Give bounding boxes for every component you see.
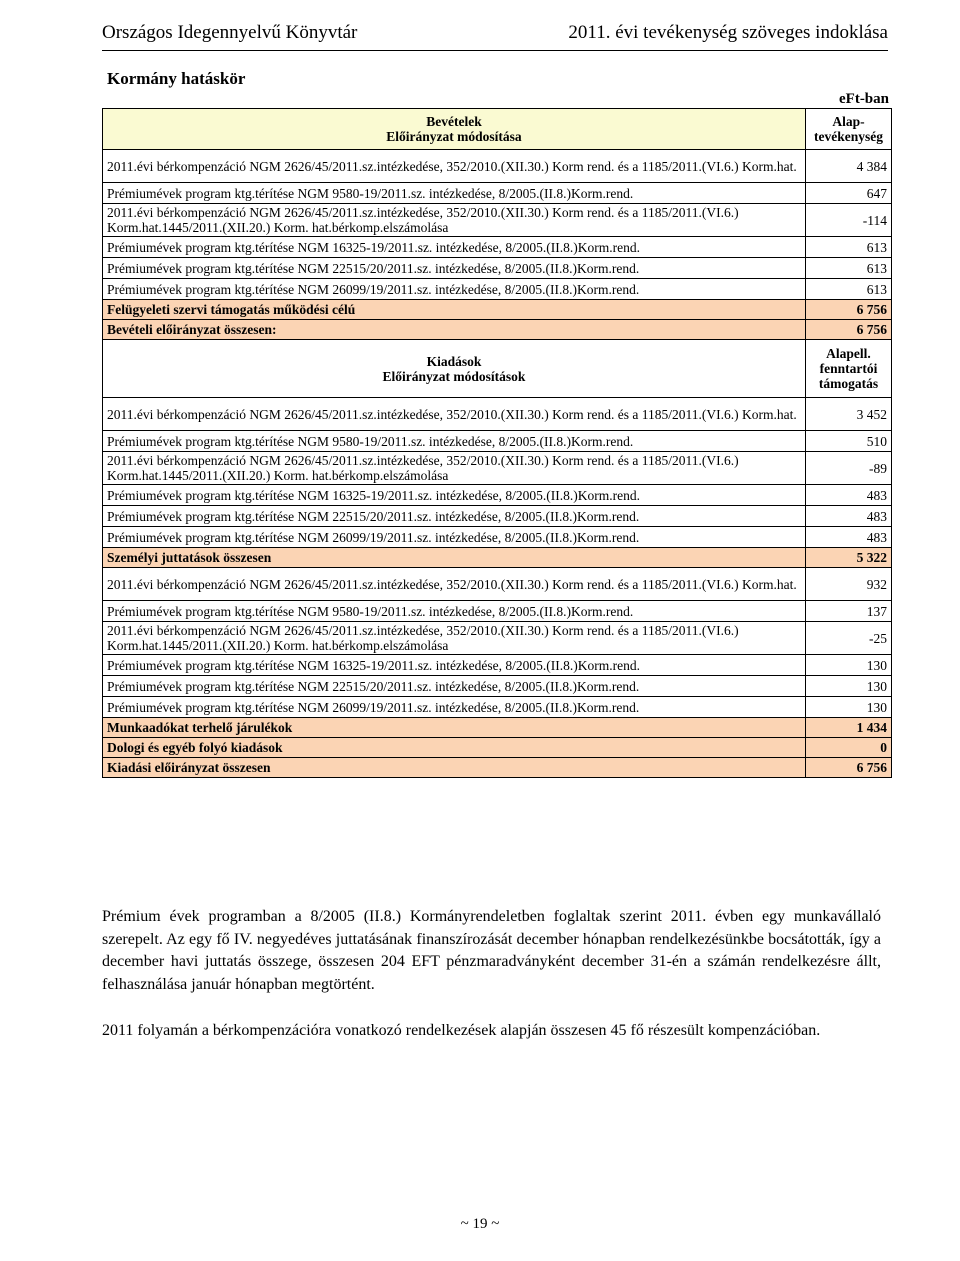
row-value: 130 — [806, 697, 892, 718]
table-row — [103, 506, 892, 527]
row-value: 483 — [806, 485, 892, 506]
table-row — [103, 237, 892, 258]
unit-label: eFt-ban — [839, 91, 889, 107]
table-row — [103, 279, 892, 300]
table-row — [103, 204, 892, 237]
table-row — [103, 622, 892, 655]
row-text: 2011.évi bérkompenzáció NGM 2626/45/2011.sz.intézkedése, 352/2010.(XII.30.) Korm rend. és a 1185/2011.(VI.6.) Korm.hat. — [103, 398, 806, 431]
expense-col-header-line2: fenntartói — [819, 361, 878, 376]
income-header-row — [103, 109, 892, 150]
other-expenses-row — [103, 738, 892, 758]
other-expenses-value: 0 — [806, 738, 892, 758]
support-subtotal-value: 6 756 — [806, 300, 892, 320]
table-row — [103, 150, 892, 183]
expense-header — [103, 340, 806, 398]
row-value: 130 — [806, 676, 892, 697]
row-text: Prémiumévek program ktg.térítése NGM 16325-19/2011.sz. intézkedése, 8/2005.(II.8.)Korm.rend. — [103, 655, 806, 676]
page-number: ~ 19 ~ — [460, 1216, 500, 1232]
row-value: 3 452 — [806, 398, 892, 431]
row-value: 613 — [806, 279, 892, 300]
table-row — [103, 452, 892, 485]
row-text: 2011.évi bérkompenzáció NGM 2626/45/2011.sz.intézkedése, 352/2010.(XII.30.) Korm rend. és a 1185/2011.(VI.6.) Korm.hat.1445/2011.(XII.20.) Korm. hat.bérkomp.elszámolása — [103, 452, 806, 485]
expense-col-header — [806, 340, 892, 398]
table-row — [103, 527, 892, 548]
row-value: 932 — [806, 568, 892, 601]
expense-header-row — [103, 340, 892, 398]
table-row — [103, 258, 892, 279]
expense-col-header-line3: támogatás — [818, 376, 879, 391]
contrib-total-value: 1 434 — [806, 718, 892, 738]
paragraph-compensation: 2011 folyamán a bérkompenzációra vonatkozó rendelkezések alapján összesen 45 fő részesült kompenzációban. — [102, 1022, 821, 1039]
row-value: 647 — [806, 183, 892, 204]
table-row — [103, 183, 892, 204]
personal-total-row — [103, 548, 892, 568]
row-text: Prémiumévek program ktg.térítése NGM 16325-19/2011.sz. intézkedése, 8/2005.(II.8.)Korm.rend. — [103, 237, 806, 258]
row-value: -114 — [806, 204, 892, 237]
row-value: 483 — [806, 506, 892, 527]
row-text: 2011.évi bérkompenzáció NGM 2626/45/2011.sz.intézkedése, 352/2010.(XII.30.) Korm rend. és a 1185/2011.(VI.6.) Korm.hat. — [103, 568, 806, 601]
table-row — [103, 398, 892, 431]
table-row — [103, 568, 892, 601]
row-text: Prémiumévek program ktg.térítése NGM 16325-19/2011.sz. intézkedése, 8/2005.(II.8.)Korm.rend. — [103, 485, 806, 506]
row-text: Prémiumévek program ktg.térítése NGM 26099/19/2011.sz. intézkedése, 8/2005.(II.8.)Korm.rend. — [103, 279, 806, 300]
row-text: Prémiumévek program ktg.térítése NGM 9580-19/2011.sz. intézkedése, 8/2005.(II.8.)Korm.rend. — [103, 183, 806, 204]
income-total-value: 6 756 — [806, 320, 892, 340]
table-row — [103, 431, 892, 452]
income-total-label: Bevételi előirányzat összesen: — [103, 320, 806, 340]
other-expenses-label: Dologi és egyéb folyó kiadások — [103, 738, 806, 758]
table-row — [103, 697, 892, 718]
income-header — [103, 109, 806, 150]
header-document-title: 2011. évi tevékenység szöveges indoklása — [568, 22, 888, 43]
row-text: 2011.évi bérkompenzáció NGM 2626/45/2011.sz.intézkedése, 352/2010.(XII.30.) Korm rend. és a 1185/2011.(VI.6.) Korm.hat.1445/2011.(XII.20.) Korm. hat.bérkomp.elszámolása — [103, 622, 806, 655]
personal-total-value: 5 322 — [806, 548, 892, 568]
row-text: 2011.évi bérkompenzáció NGM 2626/45/2011.sz.intézkedése, 352/2010.(XII.30.) Korm rend. és a 1185/2011.(VI.6.) Korm.hat. — [103, 150, 806, 183]
row-text: 2011.évi bérkompenzáció NGM 2626/45/2011.sz.intézkedése, 352/2010.(XII.30.) Korm rend. és a 1185/2011.(VI.6.) Korm.hat.1445/2011.(XII.20.) Korm. hat.bérkomp.elszámolása — [103, 204, 806, 237]
row-text: Prémiumévek program ktg.térítése NGM 22515/20/2011.sz. intézkedése, 8/2005.(II.8.)Korm.rend. — [103, 506, 806, 527]
row-text: Prémiumévek program ktg.térítése NGM 22515/20/2011.sz. intézkedése, 8/2005.(II.8.)Korm.rend. — [103, 676, 806, 697]
row-text: Prémiumévek program ktg.térítése NGM 9580-19/2011.sz. intézkedése, 8/2005.(II.8.)Korm.rend. — [103, 431, 806, 452]
row-text: Prémiumévek program ktg.térítése NGM 26099/19/2011.sz. intézkedése, 8/2005.(II.8.)Korm.rend. — [103, 527, 806, 548]
support-subtotal-row — [103, 300, 892, 320]
row-value: 130 — [806, 655, 892, 676]
support-subtotal-label: Felügyeleti szervi támogatás működési célú — [103, 300, 806, 320]
table-row — [103, 655, 892, 676]
row-value: 137 — [806, 601, 892, 622]
table-row — [103, 485, 892, 506]
row-value: 483 — [806, 527, 892, 548]
contrib-total-label: Munkaadókat terhelő járulékok — [103, 718, 806, 738]
row-value: 510 — [806, 431, 892, 452]
income-total-row — [103, 320, 892, 340]
expense-col-header-line1: Alapell. — [826, 346, 871, 361]
income-col-header-line2: tevékenység — [814, 129, 883, 144]
table-row — [103, 676, 892, 697]
row-value: 4 384 — [806, 150, 892, 183]
expense-total-label: Kiadási előirányzat összesen — [103, 758, 806, 778]
section-title: Kormány hatáskör — [107, 69, 246, 88]
row-value: -25 — [806, 622, 892, 655]
income-col-header-line1: Alap- — [832, 114, 865, 129]
row-value: 613 — [806, 237, 892, 258]
expense-total-row — [103, 758, 892, 778]
row-text: Prémiumévek program ktg.térítése NGM 26099/19/2011.sz. intézkedése, 8/2005.(II.8.)Korm.rend. — [103, 697, 806, 718]
row-text: Prémiumévek program ktg.térítése NGM 22515/20/2011.sz. intézkedése, 8/2005.(II.8.)Korm.rend. — [103, 258, 806, 279]
row-value: -89 — [806, 452, 892, 485]
row-value: 613 — [806, 258, 892, 279]
income-header-line2: Előirányzat módosítása — [386, 129, 522, 144]
expense-header-line1: Kiadások — [426, 353, 482, 369]
contrib-total-row — [103, 718, 892, 738]
expense-total-value: 6 756 — [806, 758, 892, 778]
income-col-header — [806, 109, 892, 150]
personal-total-label: Személyi juttatások összesen — [103, 548, 806, 568]
expense-header-line2: Előirányzat módosítások — [382, 368, 526, 384]
header-institution: Országos Idegennyelvű Könyvtár — [102, 22, 358, 43]
page-header — [102, 18, 888, 51]
income-header-line1: Bevételek — [426, 114, 482, 129]
row-text: Prémiumévek program ktg.térítése NGM 9580-19/2011.sz. intézkedése, 8/2005.(II.8.)Korm.rend. — [103, 601, 806, 622]
paragraph-premium-years: Prémium évek programban a 8/2005 (II.8.) Kormányrendeletben foglaltak szerint 2011. évben egy munkavállaló szerepelt. Az egy fő IV. negyedéves juttatásának finanszírozását december hónapban rendelkezésünkbe bocsátották, így a december havi juttatás összege, összesen 204 EFT pénzmaradványként december 31-én a számán rendelkezésre állt, felhasználása január hónapban megtörtént. — [102, 908, 881, 993]
budget-table — [102, 108, 892, 778]
table-row — [103, 601, 892, 622]
